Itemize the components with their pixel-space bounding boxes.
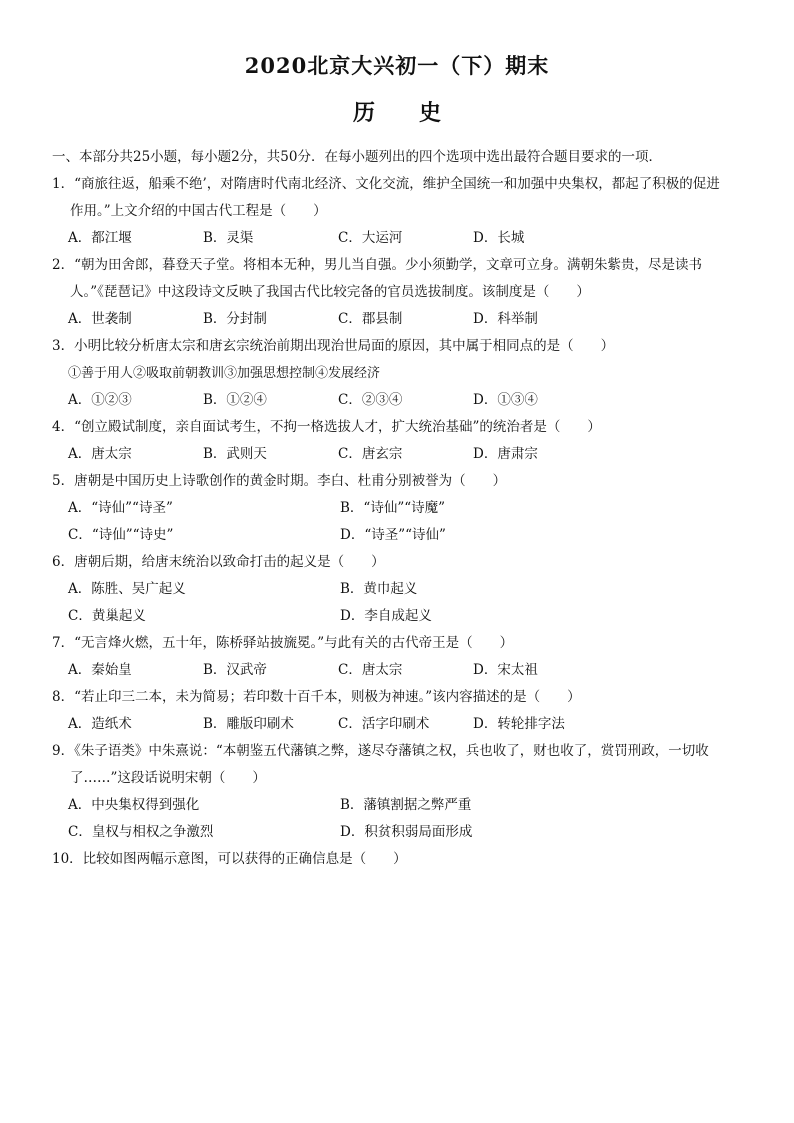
option-c[interactable]: C．皇权与相权之争激烈: [68, 824, 214, 840]
option-a[interactable]: A．“诗仙”“诗圣”: [68, 500, 173, 516]
options-row: [52, 495, 752, 522]
options-row: [52, 819, 752, 846]
option-d[interactable]: D．长城: [473, 230, 525, 246]
option-a[interactable]: A．①②③: [68, 392, 132, 408]
option-d[interactable]: D．科举制: [473, 311, 538, 327]
option-a[interactable]: A．都江堰: [68, 230, 132, 246]
question-1: [52, 171, 752, 252]
option-c[interactable]: C．“诗仙”“诗史”: [68, 527, 174, 543]
option-c[interactable]: C．唐玄宗: [338, 446, 403, 462]
option-d[interactable]: D．“诗圣”“诗仙”: [340, 527, 446, 543]
option-a[interactable]: A．造纸术: [68, 716, 132, 732]
question-5: [52, 468, 752, 549]
option-b[interactable]: B．汉武帝: [203, 662, 267, 678]
option-b[interactable]: B．雕版印刷术: [203, 716, 294, 732]
options-row: [52, 387, 752, 414]
exam-content: [52, 144, 752, 873]
option-c[interactable]: C．唐太宗: [338, 662, 403, 678]
question-7: [52, 630, 752, 684]
question-stem: 7．“无言烽火燃，五十年，陈桥驿站披旒冕。”与此有关的古代帝王是（ ）: [52, 635, 514, 651]
section-intro: 一、本部分共25小题，每小题2分，共50分．在每小题列出的四个选项中选出最符合题目要求的一项．: [52, 149, 662, 165]
options-row: [52, 792, 752, 819]
question-stem-cont: 人。”《琵琶记》中这段诗文反映了我国古代比较完备的官员选拔制度。该制度是（ ）: [70, 284, 590, 300]
option-a[interactable]: A．世袭制: [68, 311, 132, 327]
question-stem-cont: 了……”这段话说明宋朝（ ）: [70, 770, 266, 786]
options-row: [52, 522, 752, 549]
option-d[interactable]: D．唐肃宗: [473, 446, 538, 462]
question-10: [52, 846, 752, 873]
option-a[interactable]: A．陈胜、吴广起义: [68, 581, 186, 597]
question-stem-cont: 作用。”上文介绍的中国古代工程是（ ）: [70, 203, 327, 219]
option-a[interactable]: A．秦始皇: [68, 662, 132, 678]
options-row: [52, 441, 752, 468]
option-b[interactable]: B．黄巾起义: [340, 581, 418, 597]
question-stem: 4．“创立殿试制度，亲自面试考生，不拘一格选拔人才，扩大统治基础”的统治者是（ ）: [52, 419, 601, 435]
question-stem: 5．唐朝是中国历史上诗歌创作的黄金时期。李白、杜甫分别被誉为（ ）: [52, 473, 507, 489]
question-stem: 1．“商旅往返，船乘不绝’，对隋唐时代南北经济、文化交流，维护全国统一和加强中央集权，都起了积极的促进: [52, 176, 720, 192]
option-b[interactable]: B．藩镇割据之弊严重: [340, 797, 472, 813]
options-row: [52, 657, 752, 684]
option-b[interactable]: B．分封制: [203, 311, 267, 327]
question-3: [52, 333, 752, 414]
question-9: [52, 738, 752, 846]
option-d[interactable]: D．李自成起义: [340, 608, 432, 624]
question-note: ①善于用人②吸取前朝教训③加强思想控制④发展经济: [68, 366, 381, 381]
question-8: [52, 684, 752, 738]
subject-title: 历史: [352, 100, 485, 126]
question-stem: 2．“朝为田舍郎，暮登天子堂。将相本无种，男儿当自强。少小须勤学，文章可立身。满朝朱紫贵，尽是读书: [52, 257, 702, 273]
option-c[interactable]: C．②③④: [338, 392, 403, 408]
question-stem: 9．《朱子语类》中朱熹说：“本朝鉴五代藩镇之弊，遂尽夺藩镇之权，兵也收了，财也收了，赏罚刑政，一切收: [52, 743, 709, 759]
options-row: [52, 711, 752, 738]
options-row: [52, 225, 752, 252]
exam-title: 2020北京大兴初一（下）期末: [244, 53, 550, 78]
option-a[interactable]: A．中央集权得到强化: [68, 797, 200, 813]
option-a[interactable]: A．唐太宗: [68, 446, 132, 462]
option-d[interactable]: D．转轮排字法: [473, 716, 565, 732]
option-d[interactable]: D．积贫积弱局面形成: [340, 824, 473, 840]
option-d[interactable]: D．宋太祖: [473, 662, 538, 678]
options-row: [52, 603, 752, 630]
option-b[interactable]: B．武则天: [203, 446, 267, 462]
option-c[interactable]: C．郡县制: [338, 311, 403, 327]
option-c[interactable]: C．黄巢起义: [68, 608, 146, 624]
question-stem: 8．“若止印三二本，未为简易；若印数十百千本，则极为神速。”该内容描述的是（ ）: [52, 689, 581, 705]
option-d[interactable]: D．①③④: [473, 392, 538, 408]
question-6: [52, 549, 752, 630]
options-row: [52, 306, 752, 333]
option-c[interactable]: C．活字印刷术: [338, 716, 430, 732]
option-c[interactable]: C．大运河: [338, 230, 403, 246]
option-b[interactable]: B．“诗仙”“诗魔”: [340, 500, 446, 516]
question-stem: 6．唐朝后期，给唐末统治以致命打击的起义是（ ）: [52, 554, 385, 570]
question-4: [52, 414, 752, 468]
question-stem: 10．比较如图两幅示意图，可以获得的正确信息是（ ）: [52, 851, 407, 867]
option-b[interactable]: B．①②④: [203, 392, 267, 408]
question-stem: 3．小明比较分析唐太宗和唐玄宗统治前期出现治世局面的原因，其中属于相同点的是（ ）: [52, 338, 615, 354]
options-row: [52, 576, 752, 603]
option-b[interactable]: B．灵渠: [203, 230, 254, 246]
question-2: [52, 252, 752, 333]
